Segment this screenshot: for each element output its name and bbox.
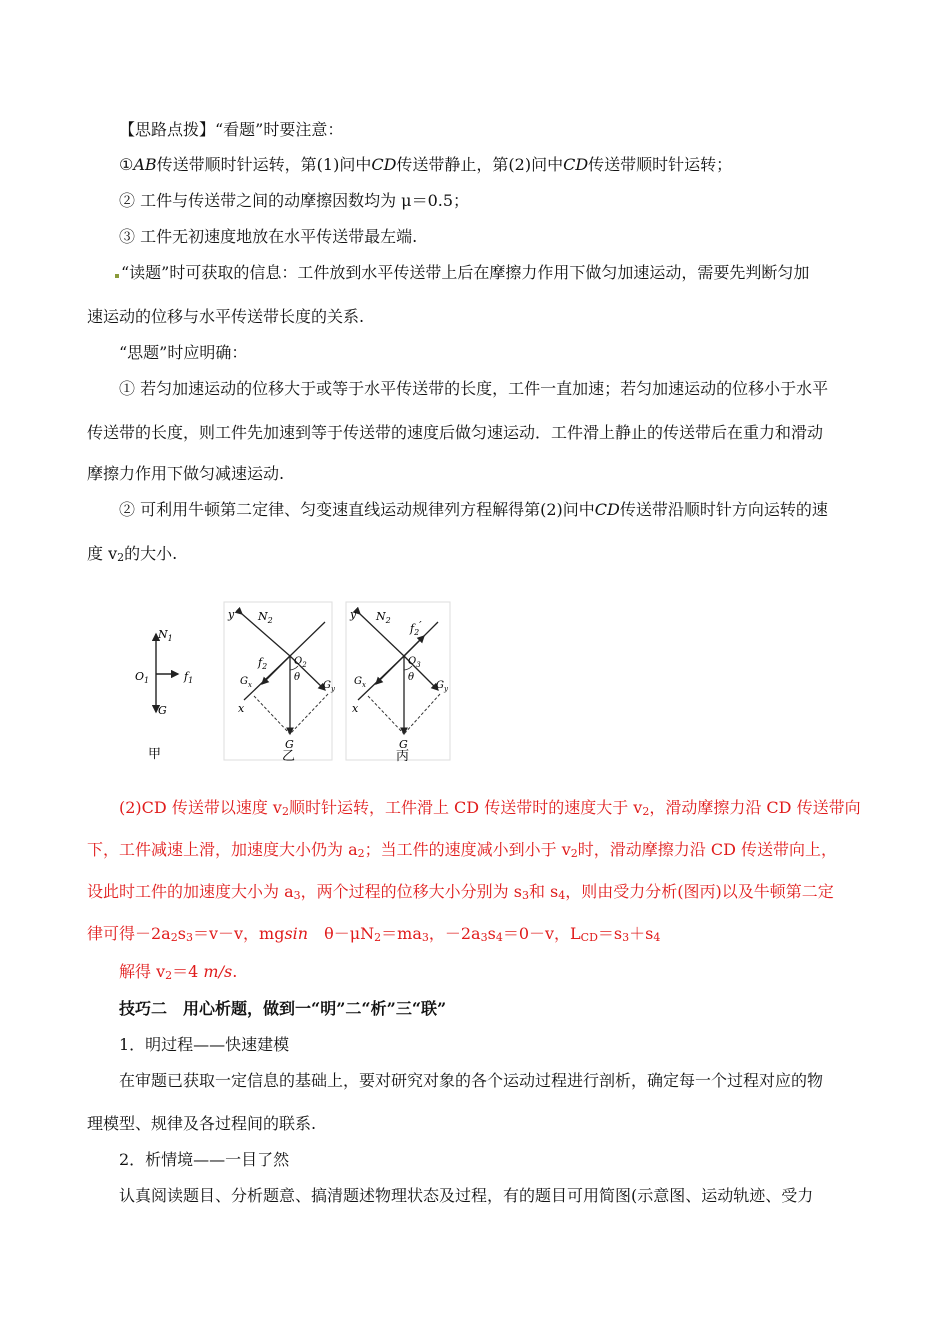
- tips-item-3: ③ 工件无初速度地放在水平传送带最左端.: [119, 227, 418, 246]
- solution-line-4: 律可得－2a2s3＝v－v，mgsin θ－μN2＝ma3，－2a3s4＝0－v，LCD＝s3＋s4: [87, 924, 661, 944]
- o3-label: $O_3$: [408, 656, 421, 669]
- read-line-2: 速运动的位移与水平传送带长度的关系.: [87, 307, 365, 326]
- tips-item-1: ①AB传送带顺时针运转，第(1)问中CD传送带静止，第(2)问中CD传送带顺时针运转；: [119, 155, 733, 174]
- solution-line-1: (2)CD 传送带以速度 v2顺时针运转，工件滑上 CD 传送带时的速度大于 v2，滑动摩擦力沿 CD 传送带向: [119, 798, 861, 818]
- f2-prime-arrow: [404, 636, 424, 656]
- think-p1-line-1: ① 若匀加速运动的位移大于或等于水平传送带的长度，工件一直加速；若匀加速运动的位移小于水平: [119, 379, 829, 398]
- y-label: y: [350, 608, 357, 621]
- theta-label: θ: [294, 672, 301, 683]
- think-p2-line-1: ② 可利用牛顿第二定律、匀变速直线运动规律列方程解得第(2)问中CD传送带沿顺时针方向运转的速: [119, 500, 828, 519]
- panel-bing: [349, 608, 449, 764]
- think-p1-line-3: 摩擦力作用下做匀减速运动.: [87, 464, 285, 483]
- o2-label: $O_2$: [294, 656, 307, 669]
- g-label: G: [285, 738, 294, 751]
- gx-arrow: [376, 656, 404, 684]
- o1-label: $O_1$: [135, 670, 150, 685]
- dash-1: [254, 696, 290, 734]
- theta-label: θ: [408, 672, 415, 683]
- panel-yi: [227, 608, 336, 764]
- solution-line-3: 设此时工件的加速度大小为 a3，两个过程的位移大小分别为 s3和 s4，则由受力分析(图丙)以及牛顿第二定: [87, 882, 834, 902]
- read-line-1: “读题”时可获取的信息：工件放到水平传送带上后在摩擦力作用下做匀加速运动，需要先判断匀加: [115, 260, 809, 283]
- skill-s2-line-1: 认真阅读题目、分析题意、搞清题述物理状态及过程，有的题目可用简图(示意图、运动轨迹、受力: [119, 1186, 814, 1205]
- f1-label: $f_1$: [184, 670, 194, 685]
- skill-s2-title: 2．析情境——一目了然: [119, 1150, 290, 1169]
- panel-label-jia: 甲: [148, 747, 162, 762]
- dash-2: [290, 694, 328, 734]
- dash-2: [404, 694, 440, 734]
- tips-heading: 【思路点拨】“看题”时要注意：: [119, 120, 344, 139]
- gx-label: $G_x$: [240, 676, 252, 689]
- panel-jia: [135, 628, 193, 762]
- solution-line-2: 下，工件减速上滑，加速度大小仍为 a2；当工件的速度减小到小于 v2时，滑动摩擦力沿 CD 传送带向上，: [87, 840, 838, 860]
- gy-label: $G_y$: [323, 680, 335, 693]
- x-label: x: [238, 702, 245, 715]
- n2-label: $N_2$: [376, 610, 391, 625]
- g-label: G: [399, 738, 408, 751]
- f2-label: $f_2$: [258, 656, 268, 671]
- dash-1: [368, 696, 404, 734]
- f2-prime-label: $f_2'$: [410, 619, 422, 637]
- panel-label-bing: 丙: [396, 749, 410, 764]
- skill-s1-line-1: 在审题已获取一定信息的基础上，要对研究对象的各个运动过程进行剖析，确定每一个过程对应的物: [119, 1071, 824, 1090]
- skill-s1-line-2: 理模型、规律及各过程间的联系.: [87, 1114, 317, 1133]
- gy-label: $G_y$: [436, 680, 448, 693]
- think-p2-line-2: 度 v2的大小.: [87, 544, 178, 564]
- tips-item-2: ② 工件与传送带之间的动摩擦因数均为 μ＝0.5；: [119, 191, 470, 210]
- panel-label-yi: 乙: [282, 749, 296, 764]
- belt-line: [290, 622, 325, 656]
- force-diagram-figure: [118, 600, 458, 765]
- think-p1-line-2: 传送带的长度，则工件先加速到等于传送带的速度后做匀速运动．工件滑上静止的传送带后在重力和滑动: [87, 423, 824, 442]
- skill-s1-title: 1．明过程——快速建模: [119, 1035, 290, 1054]
- skill-title: 技巧二 用心析题，做到一“明”二“析”三“联”: [119, 999, 447, 1018]
- y-label: y: [228, 608, 235, 621]
- marker-icon: [115, 274, 119, 278]
- x-label: x: [352, 702, 359, 715]
- g-label: G: [158, 704, 167, 717]
- force-diagram-svg: [118, 600, 458, 765]
- gx-label: $G_x$: [354, 676, 366, 689]
- n1-label: $N_1$: [158, 628, 173, 643]
- solution-answer: 解得 v2＝4 m/s.: [119, 962, 238, 982]
- think-heading: “思题”时应明确：: [119, 343, 248, 362]
- n2-label: $N_2$: [258, 610, 273, 625]
